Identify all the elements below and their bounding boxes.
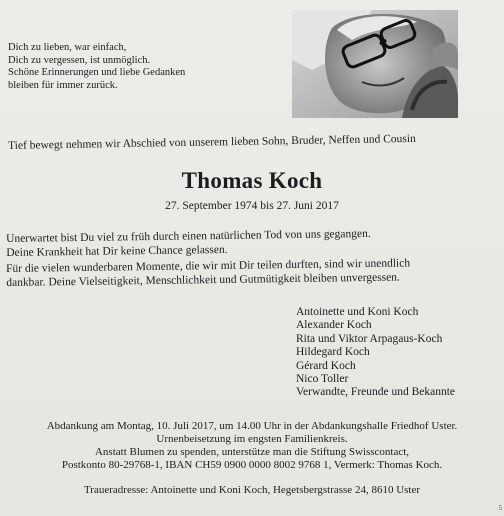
mourner: Hildegard Koch (296, 346, 370, 359)
mourning-address: Traueradresse: Antoinette und Koni Koch, Hegetsbergstrasse 24, 8610 Uster (83, 484, 421, 496)
poem-line: Dich zu lieben, war einfach, (8, 42, 127, 53)
poem-line: Schöne Erinnerungen und liebe Gedanken (8, 67, 186, 78)
mourner: Gérard Koch (296, 359, 356, 372)
mourner: Antoinette und Koni Koch (296, 306, 419, 318)
portrait-photo (292, 10, 458, 118)
deceased-name: Thomas Koch (181, 168, 323, 193)
poem-line: bleiben für immer zurück. (8, 79, 118, 91)
intro-text: Tief bewegt nehmen wir Abschied von unserem lieben Sohn, Bruder, Neffen und Cousin (8, 132, 416, 152)
paragraph-line: Deine Krankheit hat Dir keine Chance gelassen. (6, 243, 228, 259)
portrait-image (292, 10, 458, 118)
footer-line: Anstatt Blumen zu spenden, unterstütze man die Stiftung Swisscontact, (94, 446, 410, 458)
footer-line: Postkonto 80-29768-1, IBAN CH59 0900 0000 8002 9768 1, Vermerk: Thomas Koch. (61, 459, 443, 471)
life-dates: 27. September 1974 bis 27. Juni 2017 (165, 200, 339, 212)
paragraph-1 (6, 225, 500, 260)
footer-line: Abdankung am Montag, 10. Juli 2017, um 14.00 Uhr in der Abdankungshalle Friedhof Uster. (46, 420, 458, 432)
paragraph-2 (6, 255, 500, 290)
paragraph-line: dankbar. Deine Vielseitigkeit, Menschlichkeit und Gutmütigkeit bleiben unvergessen. (6, 271, 400, 289)
paragraph-line: Unerwartet bist Du viel zu früh durch einen natürlichen Tod von uns gegangen. (6, 227, 371, 245)
poem (8, 42, 268, 92)
page-number: 5 (498, 504, 502, 512)
poem-line: Dich zu vergessen, ist unmöglich. (8, 54, 151, 66)
mourner: Rita und Viktor Arpagaus-Koch (296, 332, 443, 345)
mourners-list (296, 306, 455, 400)
mourner: Nico Toller (296, 373, 349, 386)
paragraph-line: Für die vielen wunderbaren Momente, die wir mit Dir teilen durften, sind wir unendlich (6, 257, 411, 275)
mourner: Alexander Koch (296, 319, 372, 332)
footer-line: Urnenbeisetzung im engsten Familienkreis. (156, 433, 348, 445)
mourner: Verwandte, Freunde und Bekannte (296, 386, 456, 399)
service-info (0, 420, 504, 472)
